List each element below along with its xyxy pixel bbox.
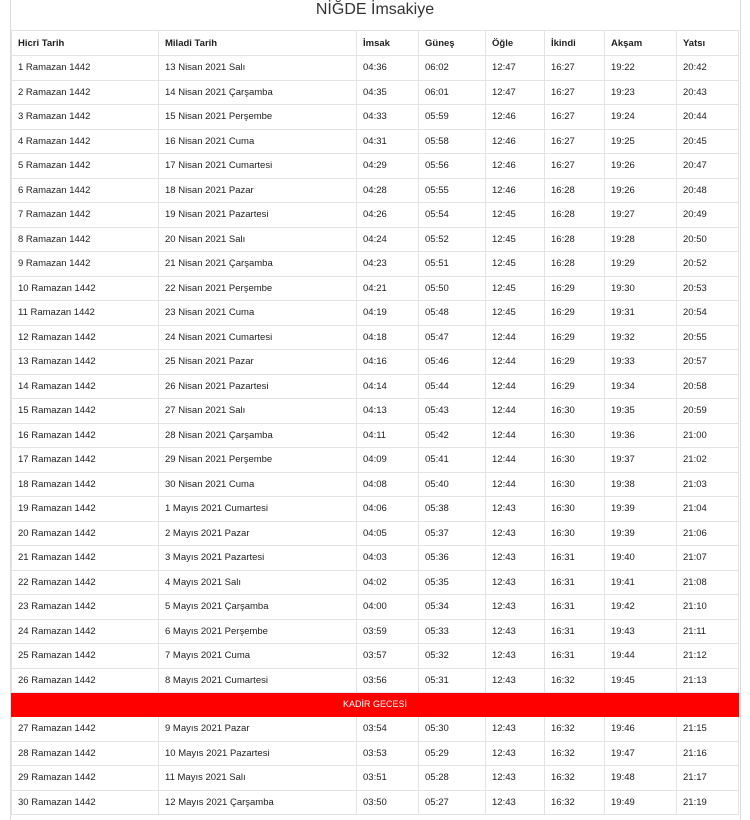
- miladi-tarih-cell: 22 Nisan 2021 Perşembe: [159, 276, 357, 301]
- yatsi-cell: 20:59: [677, 399, 739, 424]
- ikindi-cell: 16:28: [545, 178, 605, 203]
- gunes-cell: 05:56: [419, 154, 486, 179]
- miladi-tarih-cell: 20 Nisan 2021 Salı: [159, 227, 357, 252]
- header-ikindi: İkindi: [545, 31, 605, 56]
- table-row: [12, 56, 739, 81]
- hicri-tarih-cell: 27 Ramazan 1442: [12, 717, 159, 742]
- aksam-cell: 19:38: [605, 472, 677, 497]
- miladi-tarih-cell: 4 Mayıs 2021 Salı: [159, 570, 357, 595]
- ikindi-cell: 16:29: [545, 350, 605, 375]
- gunes-cell: 05:37: [419, 521, 486, 546]
- gunes-cell: 05:55: [419, 178, 486, 203]
- ogle-cell: 12:43: [486, 570, 545, 595]
- table-row: [12, 595, 739, 620]
- ogle-cell: 12:45: [486, 276, 545, 301]
- imsak-cell: 04:16: [357, 350, 419, 375]
- aksam-cell: 19:46: [605, 717, 677, 742]
- aksam-cell: 19:35: [605, 399, 677, 424]
- miladi-tarih-cell: 9 Mayıs 2021 Pazar: [159, 717, 357, 742]
- imsak-cell: 04:23: [357, 252, 419, 277]
- ikindi-cell: 16:30: [545, 399, 605, 424]
- ogle-cell: 12:43: [486, 717, 545, 742]
- gunes-cell: 05:46: [419, 350, 486, 375]
- aksam-cell: 19:25: [605, 129, 677, 154]
- hicri-tarih-cell: 2 Ramazan 1442: [12, 80, 159, 105]
- imsak-cell: 04:08: [357, 472, 419, 497]
- ikindi-cell: 16:30: [545, 472, 605, 497]
- yatsi-cell: 20:53: [677, 276, 739, 301]
- miladi-tarih-cell: 5 Mayıs 2021 Çarşamba: [159, 595, 357, 620]
- aksam-cell: 19:39: [605, 521, 677, 546]
- header-hicri-tarih: Hicri Tarih: [12, 31, 159, 56]
- hicri-tarih-cell: 10 Ramazan 1442: [12, 276, 159, 301]
- ogle-cell: 12:46: [486, 105, 545, 130]
- hicri-tarih-cell: 30 Ramazan 1442: [12, 790, 159, 815]
- ogle-cell: 12:46: [486, 154, 545, 179]
- yatsi-cell: 20:54: [677, 301, 739, 326]
- miladi-tarih-cell: 26 Nisan 2021 Pazartesi: [159, 374, 357, 399]
- yatsi-cell: 21:17: [677, 766, 739, 791]
- hicri-tarih-cell: 25 Ramazan 1442: [12, 644, 159, 669]
- table-row: [12, 374, 739, 399]
- ikindi-cell: 16:31: [545, 546, 605, 571]
- ikindi-cell: 16:28: [545, 203, 605, 228]
- yatsi-cell: 21:07: [677, 546, 739, 571]
- miladi-tarih-cell: 7 Mayıs 2021 Cuma: [159, 644, 357, 669]
- aksam-cell: 19:37: [605, 448, 677, 473]
- table-row: [12, 276, 739, 301]
- yatsi-cell: 21:16: [677, 741, 739, 766]
- aksam-cell: 19:24: [605, 105, 677, 130]
- gunes-cell: 05:51: [419, 252, 486, 277]
- miladi-tarih-cell: 18 Nisan 2021 Pazar: [159, 178, 357, 203]
- ikindi-cell: 16:32: [545, 668, 605, 693]
- ogle-cell: 12:43: [486, 595, 545, 620]
- yatsi-cell: 20:44: [677, 105, 739, 130]
- yatsi-cell: 20:50: [677, 227, 739, 252]
- ogle-cell: 12:45: [486, 301, 545, 326]
- hicri-tarih-cell: 29 Ramazan 1442: [12, 766, 159, 791]
- aksam-cell: 19:29: [605, 252, 677, 277]
- aksam-cell: 19:31: [605, 301, 677, 326]
- table-row: [12, 766, 739, 791]
- table-row: [12, 472, 739, 497]
- miladi-tarih-cell: 17 Nisan 2021 Cumartesi: [159, 154, 357, 179]
- ogle-cell: 12:44: [486, 325, 545, 350]
- imsak-cell: 04:18: [357, 325, 419, 350]
- table-row: [12, 521, 739, 546]
- miladi-tarih-cell: 29 Nisan 2021 Perşembe: [159, 448, 357, 473]
- yatsi-cell: 21:06: [677, 521, 739, 546]
- yatsi-cell: 20:52: [677, 252, 739, 277]
- gunes-cell: 05:42: [419, 423, 486, 448]
- table-row: [12, 497, 739, 522]
- ikindi-cell: 16:29: [545, 374, 605, 399]
- hicri-tarih-cell: 16 Ramazan 1442: [12, 423, 159, 448]
- table-row: [12, 619, 739, 644]
- hicri-tarih-cell: 12 Ramazan 1442: [12, 325, 159, 350]
- imsak-cell: 04:06: [357, 497, 419, 522]
- hicri-tarih-cell: 6 Ramazan 1442: [12, 178, 159, 203]
- gunes-cell: 05:40: [419, 472, 486, 497]
- aksam-cell: 19:30: [605, 276, 677, 301]
- gunes-cell: 06:02: [419, 56, 486, 81]
- table-row: [12, 105, 739, 130]
- yatsi-cell: 20:49: [677, 203, 739, 228]
- hicri-tarih-cell: 18 Ramazan 1442: [12, 472, 159, 497]
- imsak-cell: 04:28: [357, 178, 419, 203]
- imsak-cell: 04:14: [357, 374, 419, 399]
- hicri-tarih-cell: 21 Ramazan 1442: [12, 546, 159, 571]
- ogle-cell: 12:43: [486, 521, 545, 546]
- ogle-cell: 12:45: [486, 252, 545, 277]
- yatsi-cell: 20:42: [677, 56, 739, 81]
- ikindi-cell: 16:29: [545, 325, 605, 350]
- hicri-tarih-cell: 3 Ramazan 1442: [12, 105, 159, 130]
- ikindi-cell: 16:29: [545, 301, 605, 326]
- hicri-tarih-cell: 9 Ramazan 1442: [12, 252, 159, 277]
- ogle-cell: 12:44: [486, 350, 545, 375]
- gunes-cell: 05:41: [419, 448, 486, 473]
- hicri-tarih-cell: 17 Ramazan 1442: [12, 448, 159, 473]
- hicri-tarih-cell: 1 Ramazan 1442: [12, 56, 159, 81]
- gunes-cell: 05:28: [419, 766, 486, 791]
- gunes-cell: 05:32: [419, 644, 486, 669]
- ikindi-cell: 16:31: [545, 619, 605, 644]
- hicri-tarih-cell: 4 Ramazan 1442: [12, 129, 159, 154]
- imsak-cell: 04:05: [357, 521, 419, 546]
- table-row: [12, 301, 739, 326]
- ogle-cell: 12:44: [486, 448, 545, 473]
- miladi-tarih-cell: 2 Mayıs 2021 Pazar: [159, 521, 357, 546]
- gunes-cell: 05:54: [419, 203, 486, 228]
- ikindi-cell: 16:31: [545, 570, 605, 595]
- aksam-cell: 19:42: [605, 595, 677, 620]
- table-row: [12, 325, 739, 350]
- ogle-cell: 12:43: [486, 619, 545, 644]
- table-row: [12, 668, 739, 693]
- gunes-cell: 05:43: [419, 399, 486, 424]
- table-row: [12, 399, 739, 424]
- aksam-cell: 19:43: [605, 619, 677, 644]
- imsak-cell: 04:13: [357, 399, 419, 424]
- ogle-cell: 12:43: [486, 766, 545, 791]
- kadir-gecesi-row: [12, 693, 739, 717]
- table-row: [12, 546, 739, 571]
- gunes-cell: 05:35: [419, 570, 486, 595]
- hicri-tarih-cell: 28 Ramazan 1442: [12, 741, 159, 766]
- yatsi-cell: 21:08: [677, 570, 739, 595]
- imsak-cell: 04:26: [357, 203, 419, 228]
- ikindi-cell: 16:27: [545, 80, 605, 105]
- yatsi-cell: 20:57: [677, 350, 739, 375]
- aksam-cell: 19:49: [605, 790, 677, 815]
- table-row: [12, 423, 739, 448]
- gunes-cell: 05:29: [419, 741, 486, 766]
- imsak-cell: 04:19: [357, 301, 419, 326]
- table-row: [12, 350, 739, 375]
- miladi-tarih-cell: 24 Nisan 2021 Cumartesi: [159, 325, 357, 350]
- imsak-cell: 03:50: [357, 790, 419, 815]
- aksam-cell: 19:33: [605, 350, 677, 375]
- gunes-cell: 06:01: [419, 80, 486, 105]
- ikindi-cell: 16:28: [545, 252, 605, 277]
- aksam-cell: 19:39: [605, 497, 677, 522]
- page-title: NİĞDE İmsakiye: [315, 1, 435, 18]
- imsak-cell: 03:53: [357, 741, 419, 766]
- miladi-tarih-cell: 6 Mayıs 2021 Perşembe: [159, 619, 357, 644]
- hicri-tarih-cell: 7 Ramazan 1442: [12, 203, 159, 228]
- aksam-cell: 19:26: [605, 154, 677, 179]
- hicri-tarih-cell: 20 Ramazan 1442: [12, 521, 159, 546]
- gunes-cell: 05:27: [419, 790, 486, 815]
- hicri-tarih-cell: 5 Ramazan 1442: [12, 154, 159, 179]
- ikindi-cell: 16:30: [545, 497, 605, 522]
- table-row: [12, 227, 739, 252]
- header-aksam: Akşam: [605, 31, 677, 56]
- ogle-cell: 12:43: [486, 668, 545, 693]
- imsak-cell: 04:09: [357, 448, 419, 473]
- ogle-cell: 12:43: [486, 497, 545, 522]
- gunes-cell: 05:50: [419, 276, 486, 301]
- table-row: [12, 644, 739, 669]
- miladi-tarih-cell: 8 Mayıs 2021 Cumartesi: [159, 668, 357, 693]
- hicri-tarih-cell: 23 Ramazan 1442: [12, 595, 159, 620]
- ogle-cell: 12:43: [486, 790, 545, 815]
- ikindi-cell: 16:28: [545, 227, 605, 252]
- gunes-cell: 05:36: [419, 546, 486, 571]
- kadir-gecesi-label: KADİR GECESİ: [12, 693, 739, 717]
- yatsi-cell: 21:12: [677, 644, 739, 669]
- aksam-cell: 19:44: [605, 644, 677, 669]
- imsak-cell: 04:00: [357, 595, 419, 620]
- imsak-cell: 04:31: [357, 129, 419, 154]
- yatsi-cell: 21:11: [677, 619, 739, 644]
- ikindi-cell: 16:30: [545, 423, 605, 448]
- ogle-cell: 12:44: [486, 374, 545, 399]
- gunes-cell: 05:47: [419, 325, 486, 350]
- ikindi-cell: 16:30: [545, 448, 605, 473]
- imsak-cell: 04:24: [357, 227, 419, 252]
- aksam-cell: 19:47: [605, 741, 677, 766]
- ogle-cell: 12:43: [486, 644, 545, 669]
- gunes-cell: 05:34: [419, 595, 486, 620]
- aksam-cell: 19:40: [605, 546, 677, 571]
- ogle-cell: 12:45: [486, 203, 545, 228]
- table-row: [12, 790, 739, 815]
- aksam-cell: 19:48: [605, 766, 677, 791]
- yatsi-cell: 20:45: [677, 129, 739, 154]
- hicri-tarih-cell: 19 Ramazan 1442: [12, 497, 159, 522]
- miladi-tarih-cell: 28 Nisan 2021 Çarşamba: [159, 423, 357, 448]
- miladi-tarih-cell: 14 Nisan 2021 Çarşamba: [159, 80, 357, 105]
- ikindi-cell: 16:27: [545, 154, 605, 179]
- imsak-cell: 03:56: [357, 668, 419, 693]
- imsak-cell: 04:03: [357, 546, 419, 571]
- table-row: [12, 448, 739, 473]
- imsak-cell: 04:36: [357, 56, 419, 81]
- ogle-cell: 12:47: [486, 80, 545, 105]
- ikindi-cell: 16:27: [545, 105, 605, 130]
- table-row: [12, 717, 739, 742]
- yatsi-cell: 21:00: [677, 423, 739, 448]
- aksam-cell: 19:22: [605, 56, 677, 81]
- yatsi-cell: 20:58: [677, 374, 739, 399]
- gunes-cell: 05:44: [419, 374, 486, 399]
- miladi-tarih-cell: 30 Nisan 2021 Cuma: [159, 472, 357, 497]
- yatsi-cell: 20:48: [677, 178, 739, 203]
- ikindi-cell: 16:27: [545, 129, 605, 154]
- ikindi-cell: 16:27: [545, 56, 605, 81]
- table-row: [12, 741, 739, 766]
- yatsi-cell: 21:02: [677, 448, 739, 473]
- yatsi-cell: 20:47: [677, 154, 739, 179]
- aksam-cell: 19:34: [605, 374, 677, 399]
- hicri-tarih-cell: 11 Ramazan 1442: [12, 301, 159, 326]
- gunes-cell: 05:48: [419, 301, 486, 326]
- aksam-cell: 19:45: [605, 668, 677, 693]
- yatsi-cell: 21:03: [677, 472, 739, 497]
- hicri-tarih-cell: 13 Ramazan 1442: [12, 350, 159, 375]
- header-gunes: Güneş: [419, 31, 486, 56]
- imsak-cell: 03:59: [357, 619, 419, 644]
- miladi-tarih-cell: 1 Mayıs 2021 Cumartesi: [159, 497, 357, 522]
- yatsi-cell: 21:15: [677, 717, 739, 742]
- gunes-cell: 05:31: [419, 668, 486, 693]
- gunes-cell: 05:33: [419, 619, 486, 644]
- ogle-cell: 12:44: [486, 472, 545, 497]
- table-row: [12, 178, 739, 203]
- gunes-cell: 05:59: [419, 105, 486, 130]
- hicri-tarih-cell: 8 Ramazan 1442: [12, 227, 159, 252]
- imsak-cell: 03:57: [357, 644, 419, 669]
- ikindi-cell: 16:32: [545, 790, 605, 815]
- gunes-cell: 05:38: [419, 497, 486, 522]
- miladi-tarih-cell: 25 Nisan 2021 Pazar: [159, 350, 357, 375]
- ikindi-cell: 16:32: [545, 717, 605, 742]
- miladi-tarih-cell: 3 Mayıs 2021 Pazartesi: [159, 546, 357, 571]
- hicri-tarih-cell: 24 Ramazan 1442: [12, 619, 159, 644]
- header-ogle: Öğle: [486, 31, 545, 56]
- gunes-cell: 05:52: [419, 227, 486, 252]
- ogle-cell: 12:43: [486, 741, 545, 766]
- ogle-cell: 12:44: [486, 399, 545, 424]
- hicri-tarih-cell: 22 Ramazan 1442: [12, 570, 159, 595]
- hicri-tarih-cell: 15 Ramazan 1442: [12, 399, 159, 424]
- imsak-cell: 04:29: [357, 154, 419, 179]
- table-row: [12, 154, 739, 179]
- hicri-tarih-cell: 14 Ramazan 1442: [12, 374, 159, 399]
- imsak-cell: 04:21: [357, 276, 419, 301]
- ikindi-cell: 16:32: [545, 741, 605, 766]
- table-header-row: [12, 31, 739, 56]
- imsak-cell: 04:33: [357, 105, 419, 130]
- table-row: [12, 80, 739, 105]
- aksam-cell: 19:26: [605, 178, 677, 203]
- miladi-tarih-cell: 10 Mayıs 2021 Pazartesi: [159, 741, 357, 766]
- aksam-cell: 19:23: [605, 80, 677, 105]
- miladi-tarih-cell: 19 Nisan 2021 Pazartesi: [159, 203, 357, 228]
- imsak-cell: 03:54: [357, 717, 419, 742]
- aksam-cell: 19:27: [605, 203, 677, 228]
- ogle-cell: 12:46: [486, 129, 545, 154]
- yatsi-cell: 21:10: [677, 595, 739, 620]
- ogle-cell: 12:46: [486, 178, 545, 203]
- imsak-cell: 04:11: [357, 423, 419, 448]
- aksam-cell: 19:28: [605, 227, 677, 252]
- ogle-cell: 12:45: [486, 227, 545, 252]
- miladi-tarih-cell: 16 Nisan 2021 Cuma: [159, 129, 357, 154]
- header-miladi-tarih: Miladi Tarih: [159, 31, 357, 56]
- table-body: [12, 56, 739, 815]
- header-imsak: İmsak: [357, 31, 419, 56]
- table-row: [12, 129, 739, 154]
- ogle-cell: 12:43: [486, 546, 545, 571]
- aksam-cell: 19:36: [605, 423, 677, 448]
- ikindi-cell: 16:29: [545, 276, 605, 301]
- ikindi-cell: 16:31: [545, 595, 605, 620]
- table-row: [12, 203, 739, 228]
- hicri-tarih-cell: 26 Ramazan 1442: [12, 668, 159, 693]
- ogle-cell: 12:44: [486, 423, 545, 448]
- miladi-tarih-cell: 23 Nisan 2021 Cuma: [159, 301, 357, 326]
- miladi-tarih-cell: 21 Nisan 2021 Çarşamba: [159, 252, 357, 277]
- imsak-cell: 03:51: [357, 766, 419, 791]
- ikindi-cell: 16:31: [545, 644, 605, 669]
- imsak-cell: 04:35: [357, 80, 419, 105]
- yatsi-cell: 20:43: [677, 80, 739, 105]
- aksam-cell: 19:32: [605, 325, 677, 350]
- imsak-cell: 04:02: [357, 570, 419, 595]
- miladi-tarih-cell: 15 Nisan 2021 Perşembe: [159, 105, 357, 130]
- gunes-cell: 05:58: [419, 129, 486, 154]
- imsakiye-table: [11, 30, 739, 815]
- header-yatsi: Yatsı: [677, 31, 739, 56]
- yatsi-cell: 20:55: [677, 325, 739, 350]
- miladi-tarih-cell: 27 Nisan 2021 Salı: [159, 399, 357, 424]
- miladi-tarih-cell: 13 Nisan 2021 Salı: [159, 56, 357, 81]
- gunes-cell: 05:30: [419, 717, 486, 742]
- yatsi-cell: 21:04: [677, 497, 739, 522]
- ikindi-cell: 16:32: [545, 766, 605, 791]
- table-row: [12, 570, 739, 595]
- aksam-cell: 19:41: [605, 570, 677, 595]
- yatsi-cell: 21:13: [677, 668, 739, 693]
- ogle-cell: 12:47: [486, 56, 545, 81]
- miladi-tarih-cell: 11 Mayıs 2021 Salı: [159, 766, 357, 791]
- table-row: [12, 252, 739, 277]
- yatsi-cell: 21:19: [677, 790, 739, 815]
- ikindi-cell: 16:30: [545, 521, 605, 546]
- miladi-tarih-cell: 12 Mayıs 2021 Çarşamba: [159, 790, 357, 815]
